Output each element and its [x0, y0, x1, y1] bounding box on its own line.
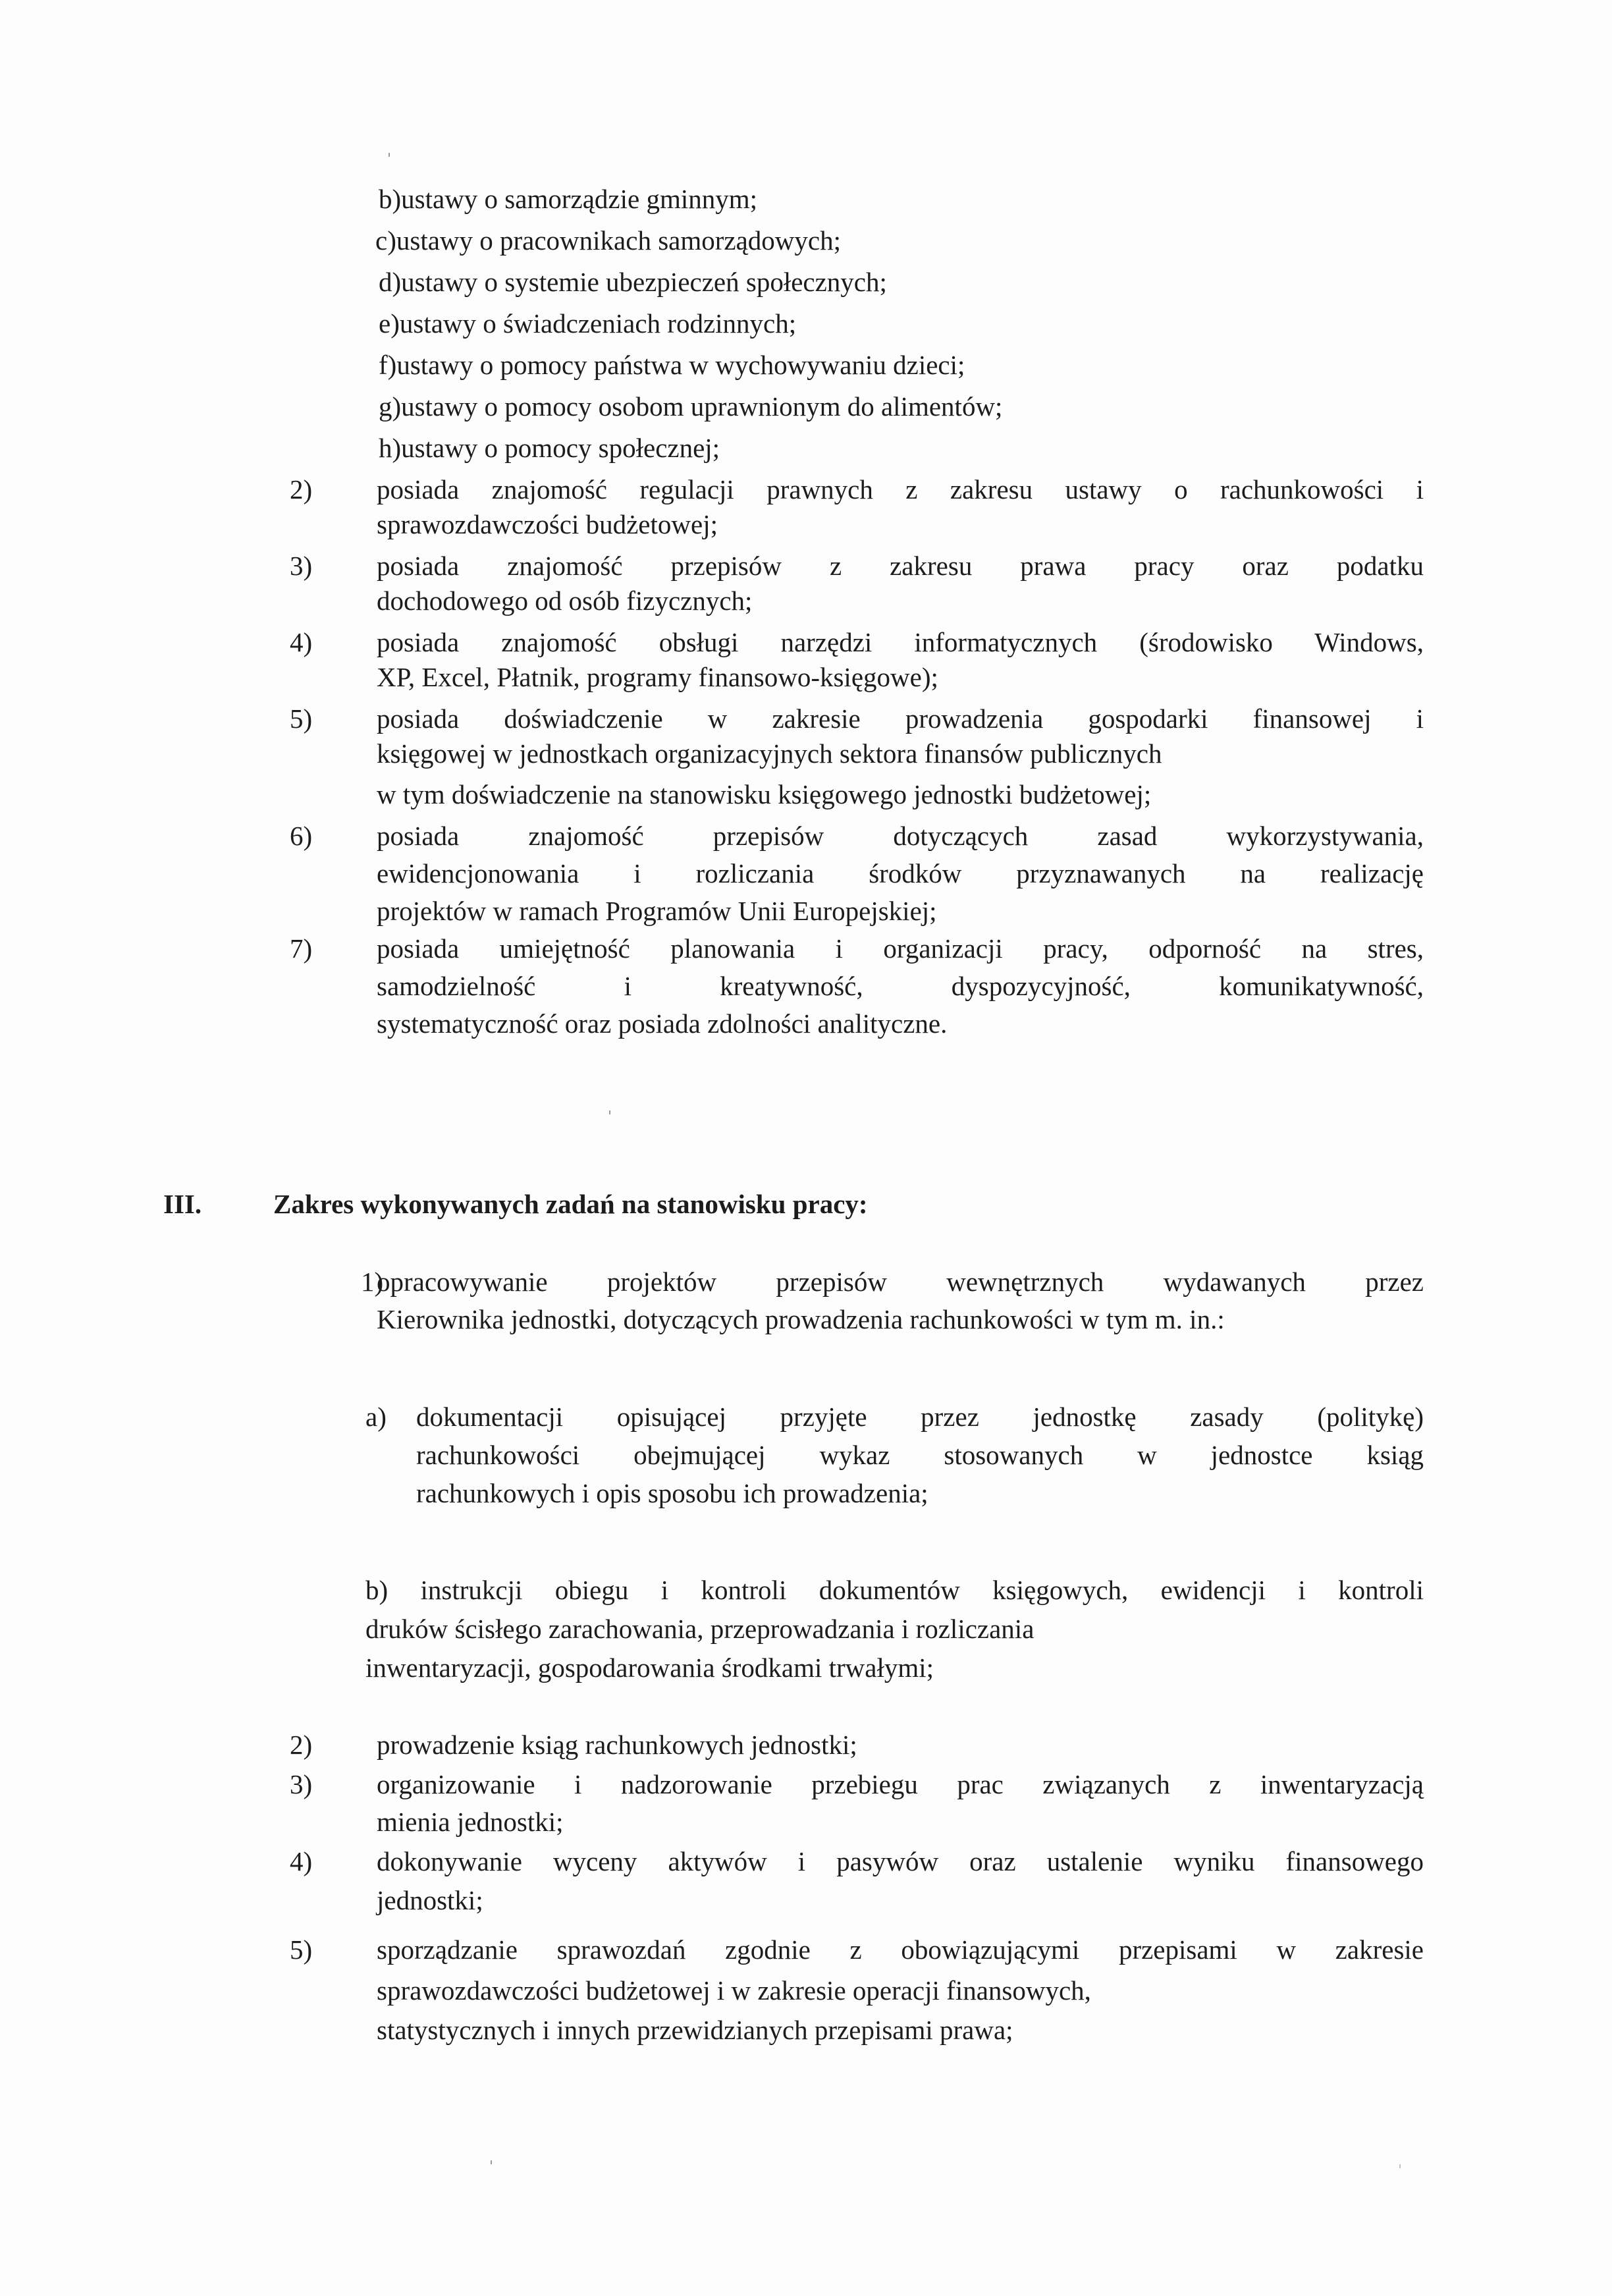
- section-numeral: III.: [163, 1189, 202, 1219]
- item-label: e): [379, 308, 400, 339]
- law-item: [379, 389, 1002, 424]
- list-number: 4): [290, 1846, 313, 1876]
- requirement-line: posiada znajomość obsługi narzędzi informatycznych (środowisko Windows,: [377, 627, 1424, 657]
- requirement-line: projektów w ramach Programów Unii Europejskiej;: [377, 896, 937, 926]
- law-item: [379, 265, 887, 299]
- task-line: organizowanie i nadzorowanie przebiegu prac związanych z inwentaryzacją: [377, 1769, 1424, 1799]
- scan-speck: [1399, 2164, 1401, 2168]
- item-text: ustawy o samorządzie gminnym;: [401, 184, 758, 214]
- law-item: [379, 306, 796, 341]
- item-label: d): [379, 267, 402, 297]
- task-line: statystycznych i innych przewidzianych przepisami prawa;: [377, 2015, 1013, 2045]
- task-line: [377, 1265, 1424, 1299]
- subitem-line: rachunkowych i opis sposobu ich prowadzenia;: [416, 1478, 928, 1508]
- item-text: ustawy o pracownikach samorządowych;: [396, 225, 841, 256]
- list-number: 4): [290, 627, 313, 657]
- sub-label: b): [365, 1575, 389, 1605]
- requirement-line: posiada znajomość przepisów dotyczących zasad wykorzystywania,: [377, 821, 1424, 851]
- requirement-line: XP, Excel, Płatnik, programy finansowo-księgowe);: [377, 662, 938, 692]
- item-text: ustawy o pomocy osobom uprawnionym do alimentów;: [401, 391, 1003, 422]
- requirement-line: dochodowego od osób fizycznych;: [377, 586, 753, 616]
- item-label: b): [379, 184, 402, 214]
- task-line: dokonywanie wyceny aktywów i pasywów oraz ustalenie wyniku finansowego: [377, 1846, 1424, 1876]
- list-number: 2): [290, 1730, 313, 1760]
- law-item: [375, 223, 841, 258]
- task-line: prowadzenie ksiąg rachunkowych jednostki;: [377, 1730, 857, 1760]
- list-number: 3): [290, 551, 313, 581]
- requirement-line: ewidencjonowania i rozliczania środków przyznawanych na realizację: [377, 858, 1424, 888]
- requirement-line: sprawozdawczości budżetowej;: [377, 509, 718, 539]
- item-text: ustawy o pomocy państwa w wychowywaniu dzieci;: [396, 350, 965, 380]
- item-label: h): [379, 433, 402, 463]
- scan-speck: [491, 2160, 492, 2164]
- list-number: 2): [290, 474, 313, 505]
- task-text: opracowywanie projektów przepisów wewnętrznych wydawanych przez: [377, 1267, 1424, 1297]
- requirement-line: posiada znajomość regulacji prawnych z zakresu ustawy o rachunkowości i: [377, 474, 1424, 505]
- item-text: ustawy o systemie ubezpieczeń społecznych;: [401, 267, 887, 297]
- requirement-line: posiada znajomość przepisów z zakresu prawa pracy oraz podatku: [377, 551, 1424, 581]
- task-line: sporządzanie sprawozdań zgodnie z obowiązującymi przepisami w zakresie: [377, 1934, 1424, 1965]
- subitem-line: druków ścisłego zarachowania, przeprowadzania i rozliczania: [365, 1614, 1034, 1644]
- requirement-line: posiada umiejętność planowania i organizacji pracy, odporność na stres,: [377, 933, 1424, 964]
- scan-speck: [389, 153, 390, 157]
- subitem-line: inwentaryzacji, gospodarowania środkami trwałymi;: [365, 1653, 934, 1683]
- subitem-line: [365, 1573, 1424, 1607]
- law-item: [379, 348, 965, 382]
- scan-speck: [609, 1110, 610, 1114]
- subitem-line: rachunkowości obejmującej wykaz stosowanych w jednostce ksiąg: [416, 1440, 1424, 1470]
- section-title: Zakres wykonywanych zadań na stanowisku pracy:: [273, 1189, 868, 1219]
- item-text: ustawy o świadczeniach rodzinnych;: [399, 308, 797, 339]
- item-text: ustawy o pomocy społecznej;: [401, 433, 720, 463]
- law-item: [379, 182, 757, 216]
- requirement-line: systematyczność oraz posiada zdolności analityczne.: [377, 1008, 948, 1039]
- task-line: mienia jednostki;: [377, 1807, 564, 1837]
- list-number: 7): [290, 933, 313, 964]
- list-number: 5): [290, 703, 313, 734]
- subitem-line: dokumentacji opisującej przyjęte przez jednostkę zasady (politykę): [416, 1402, 1424, 1432]
- requirement-line: w tym doświadczenie na stanowisku księgowego jednostki budżetowej;: [377, 779, 1152, 809]
- list-number: 3): [290, 1769, 313, 1799]
- requirement-line: posiada doświadczenie w zakresie prowadzenia gospodarki finansowej i: [377, 703, 1424, 734]
- item-label: f): [379, 350, 397, 380]
- task-line: jednostki;: [377, 1885, 483, 1915]
- item-label: c): [375, 225, 396, 256]
- requirement-line: księgowej w jednostkach organizacyjnych sektora finansów publicznych: [377, 738, 1162, 769]
- item-label: g): [379, 391, 402, 422]
- list-number: 5): [290, 1934, 313, 1965]
- task-line: sprawozdawczości budżetowej i w zakresie operacji finansowych,: [377, 1975, 1091, 2006]
- subitem-text: instrukcji obiegu i kontroli dokumentów księgowych, ewidencji i kontroli: [420, 1575, 1424, 1605]
- law-item: [379, 431, 720, 465]
- list-number: 1): [361, 1267, 384, 1297]
- sub-label: a): [365, 1402, 387, 1432]
- task-line: Kierownika jednostki, dotyczących prowadzenia rachunkowości w tym m. in.:: [377, 1304, 1225, 1334]
- list-number: 6): [290, 821, 313, 851]
- requirement-line: samodzielność i kreatywność, dyspozycyjność, komunikatywność,: [377, 971, 1424, 1001]
